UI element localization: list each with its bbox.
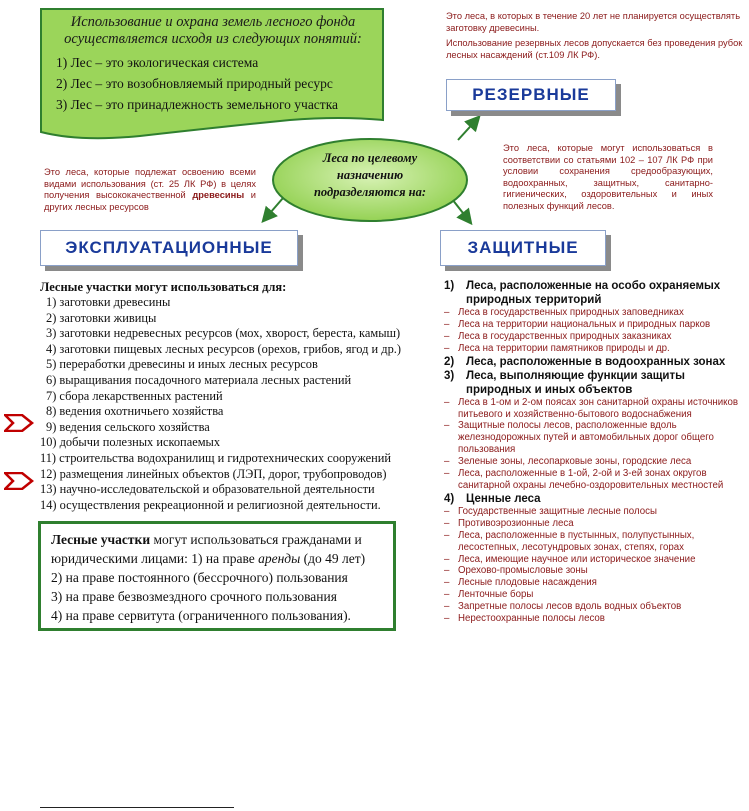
list-item: – Орехово-промысловые зоны (444, 565, 588, 577)
usage-line (51, 530, 385, 549)
list-item: 12) размещения линейных объектов (ЛЭП, дорог, трубопроводов) (40, 466, 387, 481)
exploitation-list-title: Лесные участки могут использоваться для: (40, 280, 287, 294)
list-item: – Леса в 1-ом и 2-ом поясах зон санитарной охраны источников питьевого и хозяйственно-бытового водоснабжения (444, 396, 739, 420)
usage-line: 3) на праве безвозмездного срочного пользования (51, 589, 337, 604)
list-item: 3) заготовки недревесных ресурсов (мох, хворост, береста, камыш) (46, 326, 401, 341)
list-item: – Зеленые зоны, лесопарковые зоны, городские леса (444, 456, 692, 468)
group-number: 3) (444, 369, 455, 382)
usage-emphasis: аренды (258, 551, 301, 566)
footnote-separator (40, 807, 234, 808)
category-protective: ЗАЩИТНЫЕ (440, 230, 606, 266)
category-reserve: РЕЗЕРВНЫЕ (446, 79, 616, 111)
list-item: 8) ведения охотничьего хозяйства (46, 404, 224, 419)
group-number: 4) (444, 492, 455, 505)
note-bold-word: древесины (192, 190, 245, 200)
reserve-definition: Это леса, в которых в течение 20 лет не планируется осуществлять заготовку древесины. (446, 11, 741, 33)
chevron-marker-icon (4, 414, 34, 432)
list-item: 7) сбора лекарственных растений (46, 388, 223, 403)
ellipse-line: подразделяются на: (313, 185, 427, 199)
usage-rights-box (38, 521, 396, 631)
list-item: – Леса на территории памятников природы и др. (444, 342, 670, 354)
group-title: Ценные леса (466, 492, 541, 505)
list-item: 10) добычи полезных ископаемых (40, 435, 221, 450)
list-item: – Леса, расположенные в пустынных, полупустынных, лесостепных, лесотундровых зонах, степях, горах (444, 529, 695, 553)
group-heading (444, 279, 744, 307)
list-item: 5) переработки древесины и иных лесных ресурсов (46, 357, 318, 372)
usage-text: (до 49 лет) (300, 551, 366, 566)
note-text: Это леса, которые подлежат освоению всеми видами использования (ст. 25 ЛК РФ) в целях получения высококачественной (44, 167, 256, 200)
list-item: – Ленточные боры (444, 589, 534, 601)
list-item: 1) заготовки древесины (46, 295, 171, 309)
list-item: – Леса на территории национальных и природных парков (444, 318, 711, 330)
usage-text: могут использоваться гражданами и (150, 532, 362, 547)
list-item: 2) заготовки живицы (46, 310, 157, 325)
list-item: 11) строительства водохранилищ и гидротехнических сооружений (40, 450, 391, 465)
ellipse-line: Леса по целевому (322, 151, 418, 165)
usage-line (51, 549, 385, 568)
list-item: – Леса в государственных природных заповедниках (444, 307, 684, 318)
group-number: 1) (444, 280, 455, 292)
usage-bold: Лесные участки (51, 532, 151, 547)
list-item: 6) выращивания посадочного материала лесных растений (46, 372, 352, 387)
list-item: 4) заготовки пищевых лесных ресурсов (орехов, грибов, ягод и др.) (46, 341, 401, 356)
banner-item: 2) Лес – это возобновляемый природный ресурс (56, 76, 333, 91)
list-item: 14) осуществления рекреационной и религиозной деятельности. (40, 497, 381, 512)
list-item: – Нерестоохранные полосы лесов (444, 613, 605, 625)
banner-item: 3) Лес – это принадлежность земельного участка (56, 97, 339, 112)
usage-line: 2) на праве постоянного (бессрочного) пользования (51, 570, 348, 585)
classification-ellipse (270, 136, 470, 224)
banner-item: 1) Лес – это экологическая система (56, 55, 259, 70)
group-heading (444, 355, 744, 369)
list-item: – Государственные защитные лесные полосы (444, 505, 657, 517)
reserve-usage-note: Использование резервных лесов допускается без проведения рубок лесных насаждений (ст.109 ЛК РФ). (446, 38, 743, 60)
group-number: 2) (444, 355, 455, 368)
note-text: и других лесных ресурсов (44, 190, 256, 212)
group-title: Леса, расположенные на особо охраняемых природных территорий (466, 280, 721, 306)
group-title: Леса, выполняющие функции защиты природных и иных объектов (466, 369, 685, 396)
list-item: – Защитные полосы лесов, расположенные вдоль железнодорожных путей и автомобильных дорог общего пользования (444, 420, 714, 456)
group-heading (444, 369, 744, 397)
exploitation-definition (44, 167, 256, 213)
list-item: – Лесные плодовые насаждения (444, 577, 597, 589)
exploitation-list (40, 295, 401, 513)
usage-text: юридическими лицами: 1) на праве (51, 551, 259, 566)
list-item: – Леса, имеющие научное или историческое значение (444, 553, 696, 565)
chevron-marker-icon (4, 472, 34, 490)
category-exploitation: ЭКСПЛУАТАЦИОННЫЕ (40, 230, 298, 266)
list-item: – Леса, расположенные в 1-ой, 2-ой и 3-ей зонах округов санитарной охраны лечебно-оздоровительных местностей (444, 468, 724, 491)
ellipse-line: назначению (336, 168, 404, 182)
list-item: – Леса в государственных природных заказниках (444, 330, 672, 342)
list-item: 9) ведения сельского хозяйства (46, 419, 210, 434)
banner-title: Использование и охрана земель лесного фонда осуществляется исходя из следующих понятий: (64, 14, 362, 47)
group-title: Леса, расположенные в водоохранных зонах (466, 355, 726, 368)
group-heading (444, 492, 744, 506)
list-item: 13) научно-исследовательской и образовательной деятельности (40, 482, 375, 497)
list-item: – Противоэрозионные леса (444, 517, 574, 529)
ellipse-text (270, 150, 470, 201)
list-item: – Запретные полосы лесов вдоль водных объектов (444, 601, 682, 613)
protective-list (444, 279, 744, 625)
usage-line: 4) на праве сервитута (ограниченного пользования). (51, 608, 351, 623)
protective-definition: Это леса, которые могут использоваться в соответствии со статьями 102 – 107 ЛК РФ при условии сохранения средообразующих, водоохранных, защитных, санитарно-гигиенических, оздоровительных и иных полезных функций лесов. (503, 143, 713, 211)
